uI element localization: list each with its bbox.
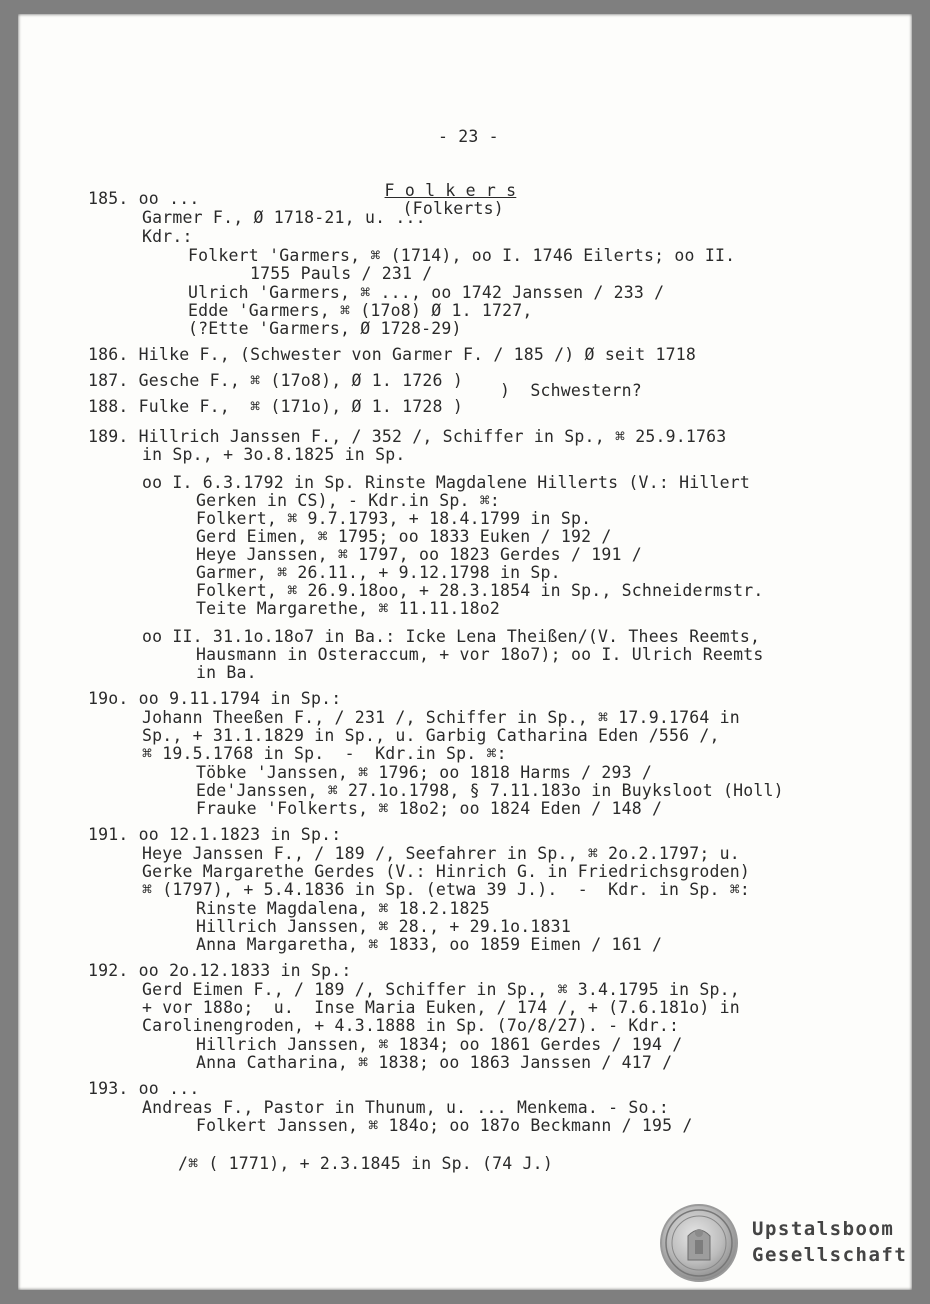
text-line: Carolinengroden, + 4.3.1888 in Sp. (7o/8/27). - Kdr.: xyxy=(142,1016,680,1035)
text-line: Gerd Eimen, ⌘ 1795; oo 1833 Euken / 192 / xyxy=(196,527,612,546)
surname-heading: F o l k e r s xyxy=(384,181,517,200)
text-line: Garmer F., Ø 1718-21, u. ... xyxy=(142,208,426,227)
text-line: oo I. 6.3.1792 in Sp. Rinste Magdalene Hillerts (V.: Hillert xyxy=(142,473,751,492)
text-line: /⌘ ( 1771), + 2.3.1845 in Sp. (74 J.) xyxy=(178,1154,553,1173)
text-line: in Ba. xyxy=(196,663,257,682)
text-line: Andreas F., Pastor in Thunum, u. ... Menkema. - So.: xyxy=(142,1098,669,1117)
text-line: Gerd Eimen F., / 189 /, Schiffer in Sp., ⌘ 3.4.1795 in Sp., xyxy=(142,980,740,999)
text-line: Töbke 'Janssen, ⌘ 1796; oo 1818 Harms / 293 / xyxy=(196,763,653,782)
brand-name-line2: Gesellschaft xyxy=(752,1244,908,1266)
text-line: Hillrich Janssen, ⌘ 28., + 29.1o.1831 xyxy=(196,917,571,936)
text-line: Heye Janssen, ⌘ 1797, oo 1823 Gerdes / 191 / xyxy=(196,545,642,564)
text-line: ) Schwestern? xyxy=(500,381,642,400)
text-line: + vor 188o; u. Inse Maria Euken, / 174 /, + (7.6.181o) in xyxy=(142,998,740,1017)
text-line: 1755 Pauls / 231 / xyxy=(250,264,433,283)
text-line: 193. oo ... xyxy=(88,1079,200,1098)
text-line: Folkert, ⌘ 26.9.18oo, + 28.3.1854 in Sp., Schneidermstr. xyxy=(196,581,764,600)
text-line: Folkert, ⌘ 9.7.1793, + 18.4.1799 in Sp. xyxy=(196,509,592,528)
text-line: Hillrich Janssen, ⌘ 1834; oo 1861 Gerdes / 194 / xyxy=(196,1035,683,1054)
text-line: 191. oo 12.1.1823 in Sp.: xyxy=(88,825,342,844)
text-line: Teite Margarethe, ⌘ 11.11.18o2 xyxy=(196,599,501,618)
text-line: Rinste Magdalena, ⌘ 18.2.1825 xyxy=(196,899,490,918)
text-line: 188. Fulke F., ⌘ (171o), Ø 1. 1728 ) xyxy=(88,397,463,416)
text-line: 187. Gesche F., ⌘ (17o8), Ø 1. 1726 ) xyxy=(88,371,463,390)
text-line: Ulrich 'Garmers, ⌘ ..., oo 1742 Janssen / 233 / xyxy=(188,283,665,302)
text-line: Gerken in CS), - Kdr.in Sp. ⌘: xyxy=(196,491,501,510)
surname-variant: (Folkerts) xyxy=(402,199,504,218)
text-line: 189. Hillrich Janssen F., / 352 /, Schiffer in Sp., ⌘ 25.9.1763 xyxy=(88,427,727,446)
seal-icon xyxy=(660,1204,738,1282)
text-line: Hausmann in Osteraccum, + vor 18o7); oo I. Ulrich Reemts xyxy=(196,645,764,664)
brand-name-line1: Upstalsboom xyxy=(752,1218,895,1240)
page-number: - 23 - xyxy=(438,127,499,146)
text-line: 19o. oo 9.11.1794 in Sp.: xyxy=(88,689,342,708)
text-line: (?Ette 'Garmers, Ø 1728-29) xyxy=(188,319,462,338)
text-line: 192. oo 2o.12.1833 in Sp.: xyxy=(88,961,352,980)
text-line: Heye Janssen F., / 189 /, Seefahrer in Sp., ⌘ 2o.2.1797; u. xyxy=(142,844,740,863)
text-line: 185. oo ... xyxy=(88,189,200,208)
text-line: Folkert Janssen, ⌘ 184o; oo 187o Beckmann / 195 / xyxy=(196,1116,693,1135)
text-line: Kdr.: xyxy=(142,227,193,246)
text-line: Anna Catharina, ⌘ 1838; oo 1863 Janssen / 417 / xyxy=(196,1053,673,1072)
text-line: Gerke Margarethe Gerdes (V.: Hinrich G. in Friedrichsgroden) xyxy=(142,862,751,881)
text-line: Johann Theeßen F., / 231 /, Schiffer in Sp., ⌘ 17.9.1764 in xyxy=(142,708,740,727)
document-page xyxy=(18,14,912,1290)
text-line: Garmer, ⌘ 26.11., + 9.12.1798 in Sp. xyxy=(196,563,561,582)
text-line: ⌘ (1797), + 5.4.1836 in Sp. (etwa 39 J.). - Kdr. in Sp. ⌘: xyxy=(142,880,751,899)
text-line: 186. Hilke F., (Schwester von Garmer F. / 185 /) Ø seit 1718 xyxy=(88,345,697,364)
text-line: in Sp., + 3o.8.1825 in Sp. xyxy=(142,445,406,464)
text-line: Edde 'Garmers, ⌘ (17o8) Ø 1. 1727, xyxy=(188,301,533,320)
text-line: Ede'Janssen, ⌘ 27.1o.1798, § 7.11.183o in Buyksloot (Holl) xyxy=(196,781,784,800)
text-line: Sp., + 31.1.1829 in Sp., u. Garbig Catharina Eden /556 /, xyxy=(142,726,720,745)
text-line: Anna Margaretha, ⌘ 1833, oo 1859 Eimen / 161 / xyxy=(196,935,663,954)
text-line: ⌘ 19.5.1768 in Sp. - Kdr.in Sp. ⌘: xyxy=(142,744,507,763)
text-line: Frauke 'Folkerts, ⌘ 18o2; oo 1824 Eden / 148 / xyxy=(196,799,663,818)
text-line: Folkert 'Garmers, ⌘ (1714), oo I. 1746 Eilerts; oo II. xyxy=(188,246,736,265)
text-line: oo II. 31.1o.18o7 in Ba.: Icke Lena Theißen/(V. Thees Reemts, xyxy=(142,627,761,646)
